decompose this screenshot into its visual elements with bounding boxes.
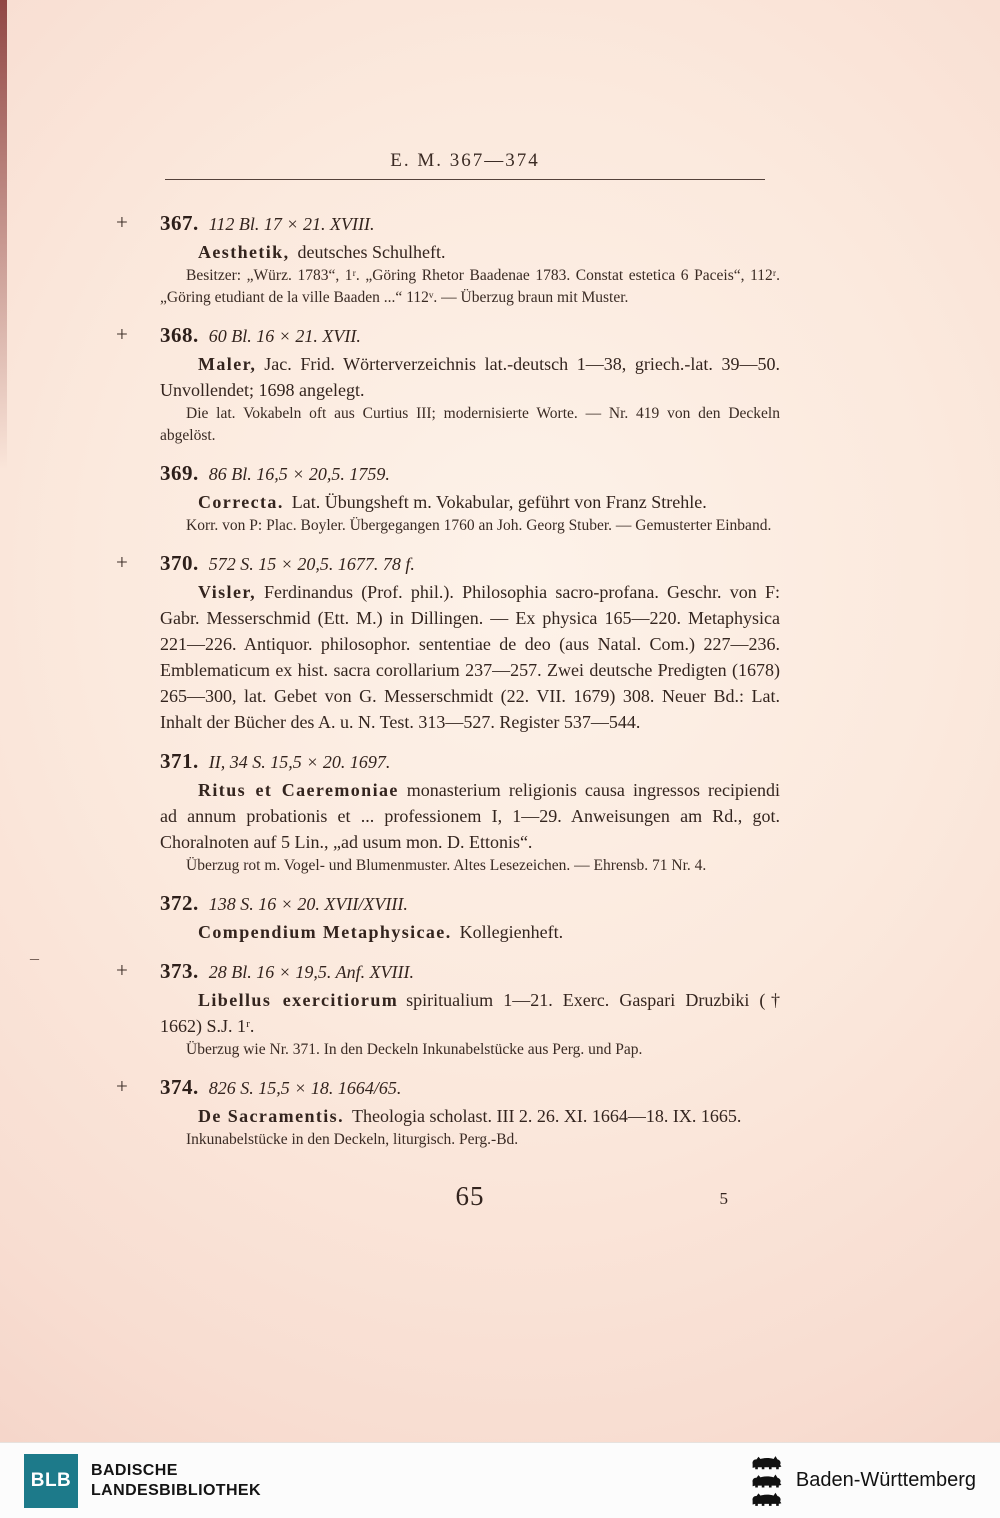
library-logo-block	[24, 1454, 261, 1508]
catalog-entry-368	[116, 322, 780, 447]
entry-format-note: 86 Bl. 16,5 × 20,5. 1759.	[208, 464, 390, 484]
entry-number: 371.	[160, 749, 199, 773]
running-header	[165, 0, 765, 180]
entry-body-text: Theologia scholast. III 2. 26. XI. 1664—18. IX. 1665.	[351, 1106, 742, 1126]
scan-edge-artifact	[0, 0, 7, 470]
entry-title: Visler,	[198, 582, 256, 602]
entry-number: 368.	[160, 323, 199, 347]
entry-headline	[160, 322, 780, 351]
catalog-entry-369	[160, 460, 780, 537]
state-name: Baden-Württemberg	[795, 1469, 976, 1491]
entry-body-text: monasterium religionis causa ingressos recipiendi ad annum probationis et ... professionem I, 1—29. Anweisungen am Rd., got. Choralnoten auf 5 Lin., „ad usum mon. D. Ettonis“.	[160, 780, 780, 852]
entry-number: 370.	[160, 551, 199, 575]
acquisition-plus-mark: +	[116, 322, 128, 346]
catalog-entry-374	[116, 1074, 780, 1151]
entry-format-note: II, 34 S. 15,5 × 20. 1697.	[208, 752, 391, 772]
entry-format-note: 28 Bl. 16 × 19,5. Anf. XVIII.	[208, 962, 415, 982]
entry-body-text: Jac. Frid. Wörterverzeichnis lat.-deutsch 1—38, griech.-lat. 39—50. Unvollendet; 1698 angelegt.	[160, 354, 780, 400]
entry-description	[160, 579, 780, 735]
catalog-entry-372	[160, 890, 780, 945]
acquisition-plus-mark: +	[116, 1074, 128, 1098]
entry-annotation: Inkunabelstücke in den Deckeln, liturgisch. Perg.-Bd.	[186, 1131, 519, 1148]
entry-body-text: Lat. Übungsheft m. Vokabular, geführt von Franz Strehle.	[291, 492, 707, 512]
entry-description	[160, 1103, 780, 1129]
acquisition-plus-mark: +	[116, 550, 128, 574]
library-name-line1: BADISCHE	[91, 1461, 178, 1479]
entry-title: Aesthetik,	[198, 242, 290, 262]
entry-body-text: Kollegienheft.	[459, 922, 564, 942]
entry-title: Correcta.	[198, 492, 284, 512]
entry-number: 372.	[160, 891, 199, 915]
entry-title: De Sacramentis.	[198, 1106, 344, 1126]
entry-annotation: Korr. von P: Plac. Boyler. Übergegangen 1760 an Joh. Georg Stuber. — Gemusterter Einband.	[186, 517, 772, 534]
entry-headline	[160, 550, 780, 579]
blb-logo: BLB	[24, 1454, 78, 1508]
entry-number: 367.	[160, 211, 199, 235]
entry-headline	[160, 210, 780, 239]
page-number: 65	[455, 1181, 485, 1211]
entry-headline	[160, 890, 780, 919]
entry-format-note: 60 Bl. 16 × 21. XVII.	[208, 326, 361, 346]
entry-headline	[160, 958, 780, 987]
sheet-signature: 5	[719, 1189, 728, 1208]
coat-of-arms-icon	[750, 1453, 784, 1509]
entry-description	[160, 987, 780, 1039]
entry-body-text: spiritualium 1—21. Exerc. Gaspari Druzbiki († 1662) S.J. 1ʳ.	[160, 990, 780, 1036]
entry-format-note: 572 S. 15 × 20,5. 1677. 78 f.	[208, 554, 415, 574]
entry-description	[160, 239, 780, 265]
entry-number: 373.	[160, 959, 199, 983]
catalog-entries	[116, 210, 780, 1151]
state-brand-block	[750, 1453, 976, 1509]
library-branding-bar	[0, 1442, 1000, 1518]
catalog-entry-371	[160, 748, 780, 877]
entry-description	[160, 919, 780, 945]
margin-stray-mark: –	[30, 948, 39, 968]
acquisition-plus-mark: +	[116, 210, 128, 234]
entry-number: 369.	[160, 461, 199, 485]
entry-title: Compendium Metaphysicae.	[198, 922, 452, 942]
library-name	[91, 1461, 261, 1501]
entry-annotation: Überzug wie Nr. 371. In den Deckeln Inkunabelstücke aus Perg. und Pap.	[186, 1041, 643, 1058]
entry-body-text: deutsches Schulheft.	[297, 242, 446, 262]
entry-annotation: Die lat. Vokabeln oft aus Curtius III; modernisierte Worte. — Nr. 419 von den Deckeln abgelöst.	[160, 405, 780, 444]
acquisition-plus-mark: +	[116, 958, 128, 982]
entry-headline	[160, 460, 780, 489]
entry-description	[160, 777, 780, 855]
entry-format-note: 826 S. 15,5 × 18. 1664/65.	[208, 1078, 402, 1098]
entry-headline	[160, 1074, 780, 1103]
running-header-title: E. M. 367—374	[390, 150, 540, 171]
catalog-entry-370	[116, 550, 780, 735]
catalog-entry-373	[116, 958, 780, 1061]
entry-description	[160, 489, 780, 515]
entry-description	[160, 351, 780, 403]
entry-title: Libellus exercitiorum	[198, 990, 399, 1010]
entry-title: Ritus et Caeremoniae	[198, 780, 399, 800]
entry-annotation: Besitzer: „Würz. 1783“, 1ʳ. „Göring Rhetor Baadenae 1783. Constat estetica 6 Paceis“, 112ʳ. „Göring etudiant de la ville Baaden ...“ 112ᵛ. — Überzug braun mit Muster.	[160, 267, 780, 306]
entry-annotation: Überzug rot m. Vogel- und Blumenmuster. Altes Lesezeichen. — Ehrensb. 71 Nr. 4.	[186, 857, 707, 874]
entry-format-note: 138 S. 16 × 20. XVII/XVIII.	[208, 894, 408, 914]
entry-headline	[160, 748, 780, 777]
page-footer-line	[160, 1181, 780, 1212]
entry-format-note: 112 Bl. 17 × 21. XVIII.	[208, 214, 375, 234]
catalog-entry-367	[116, 210, 780, 309]
header-divider	[165, 179, 765, 180]
entry-number: 374.	[160, 1075, 199, 1099]
library-name-line2: LANDESBIBLIOTHEK	[91, 1481, 261, 1499]
entry-body-text: Ferdinandus (Prof. phil.). Philosophia sacro-profana. Geschr. von F: Gabr. Messerschmid (Ett. M.) in Dillingen. — Ex physica 165—220. Metaphysica 221—226. Antiquor. philosophor. sententiae de deo (aus Natal. Com.) 227—236. Emblematicum ex hist. sacra corollarium 237—257. Zwei deutsche Predigten (1678) 265—300, lat. Gebet von G. Messerschmidt (22. VII. 1679) 308. Neuer Bd.: Lat. Inhalt der Bücher des A. u. N. Test. 313—527. Register 537—544.	[160, 582, 780, 732]
entry-title: Maler,	[198, 354, 257, 374]
